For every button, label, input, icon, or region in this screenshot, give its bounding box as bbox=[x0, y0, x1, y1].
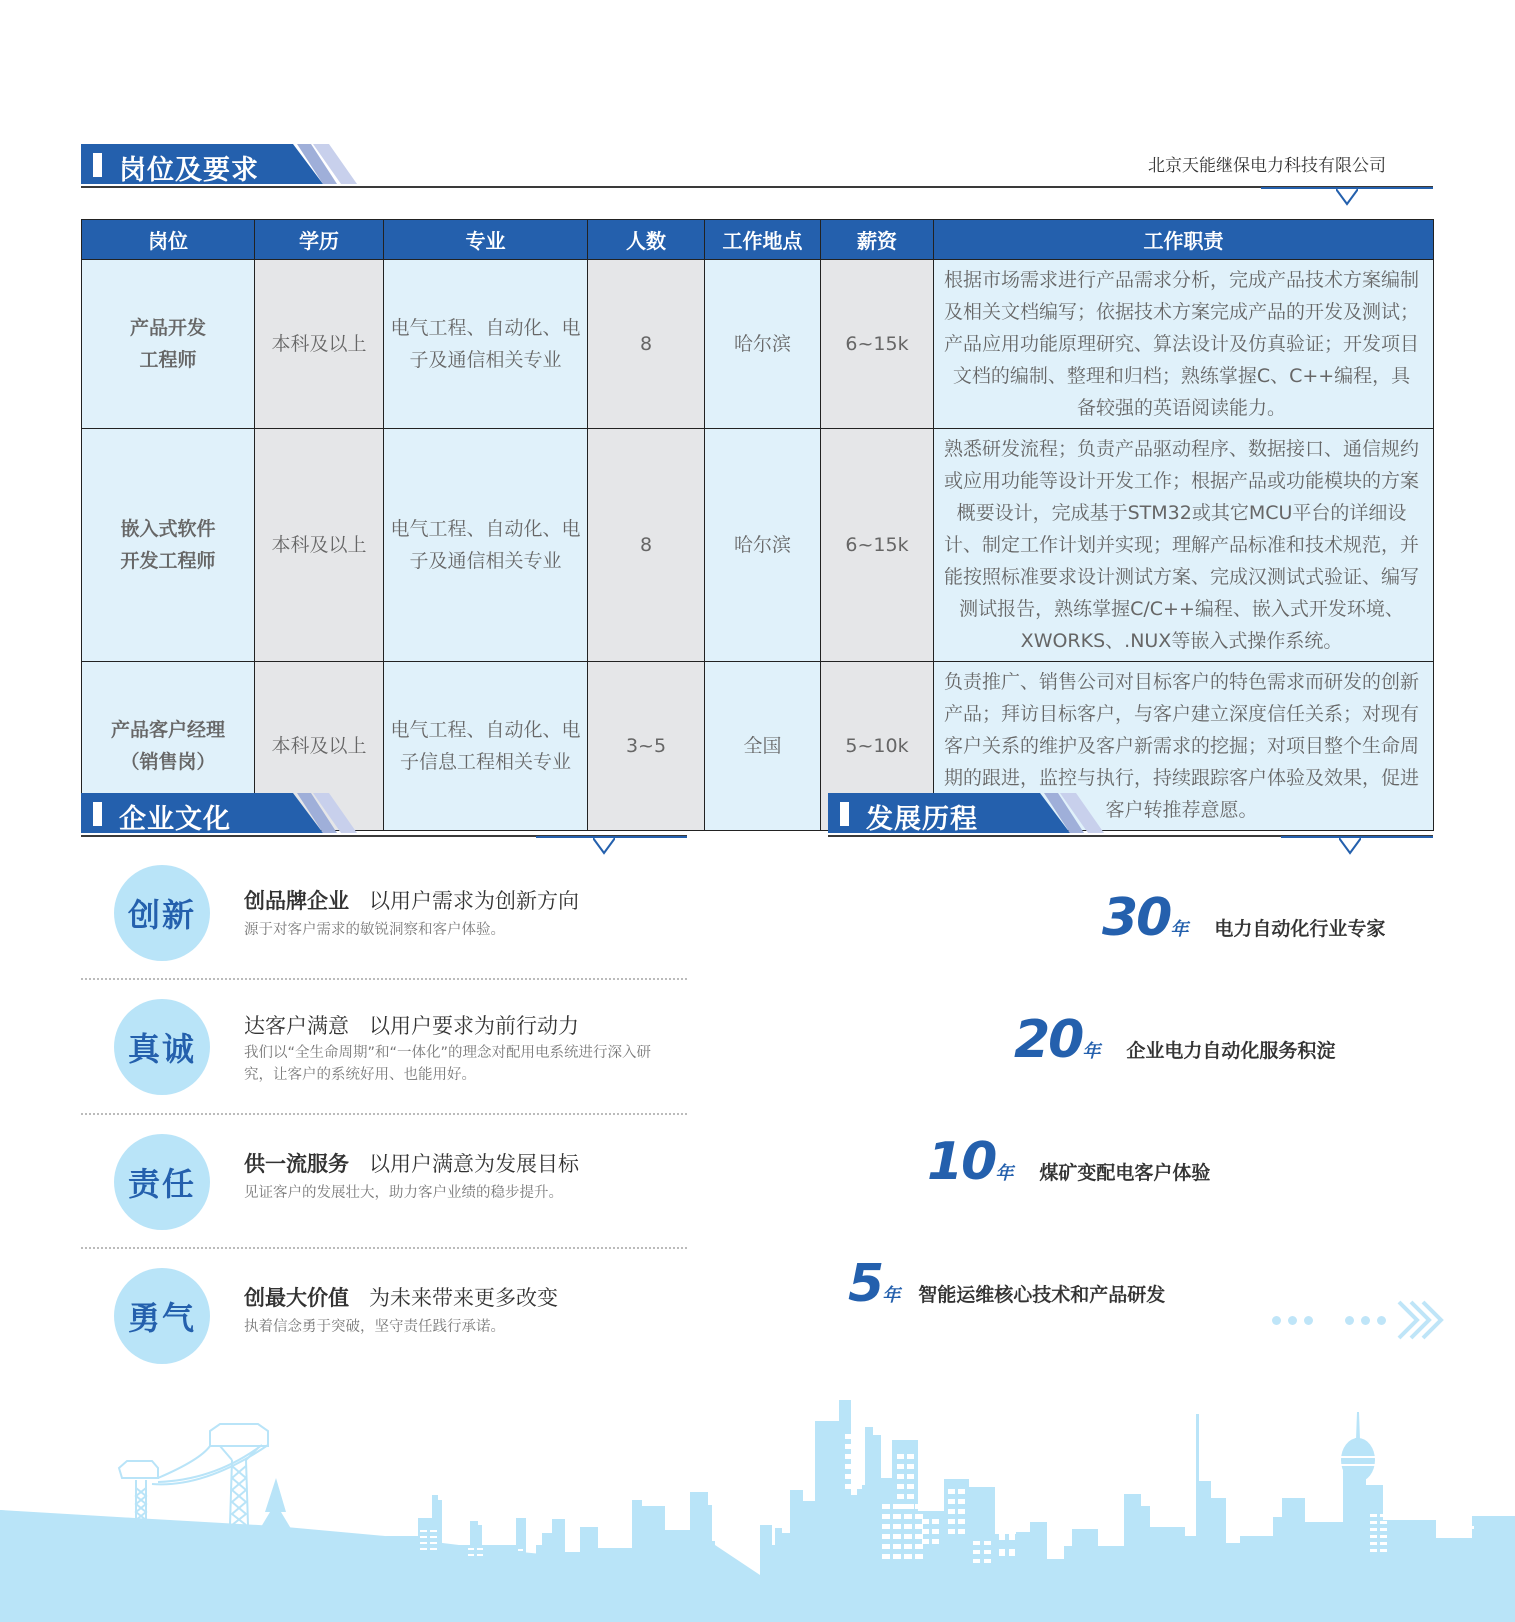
culture-headline-bold: 供一流服务 bbox=[244, 1152, 349, 1176]
culture-section-header bbox=[81, 793, 687, 837]
culture-headline-bold: 创品牌企业 bbox=[244, 889, 349, 913]
culture-headline-rest: 以用户满意为发展目标 bbox=[369, 1152, 579, 1176]
history-item bbox=[1014, 1010, 1335, 1070]
culture-badge: 勇气 bbox=[114, 1268, 210, 1364]
culture-desc: 源于对客户需求的敏锐洞察和客户体验。 bbox=[244, 922, 505, 938]
headcount-cell: 8 bbox=[588, 260, 705, 429]
history-section-header bbox=[828, 793, 1433, 837]
company-name: 北京天能继保电力科技有限公司 bbox=[1148, 156, 1386, 176]
position-line: 开发工程师 bbox=[120, 550, 216, 572]
header-divider bbox=[81, 186, 1433, 188]
duties-cell: 熟悉研发流程；负责产品驱动程序、数据接口、通信规约或应用功能等设计开发工作；根据产品或功能模块的方案概要设计，完成基于STM32或其它MCU平台的详细设计、制定工作计划并实现；理解产品标准和技术规范，并能按照标准要求设计测试方案、完成汉测试式验证、编写测试报告，熟练掌握C/C++编程、嵌入式开发环境、XWORKS、.NUX等嵌入式操作系统。 bbox=[934, 429, 1434, 662]
dotted-divider bbox=[81, 1113, 687, 1115]
culture-headline-rest: 以用户要求为前行动力 bbox=[369, 1014, 579, 1038]
history-item bbox=[848, 1254, 1165, 1314]
position-cell bbox=[82, 429, 255, 662]
history-text: 电力自动化行业专家 bbox=[1214, 918, 1386, 940]
dotted-divider bbox=[81, 1247, 687, 1249]
col-header-headcount: 人数 bbox=[588, 220, 705, 260]
history-unit: 年 bbox=[1170, 919, 1189, 940]
major-cell: 电气工程、自动化、电子及通信相关专业 bbox=[384, 429, 588, 662]
culture-badge: 责任 bbox=[114, 1134, 210, 1230]
major-cell: 电气工程、自动化、电子及通信相关专业 bbox=[384, 260, 588, 429]
position-line: （销售岗） bbox=[120, 751, 216, 773]
salary-cell: 6~15k bbox=[821, 429, 934, 662]
history-number: 30 bbox=[1102, 888, 1171, 948]
major-cell: 电气工程、自动化、电子信息工程相关专业 bbox=[384, 662, 588, 831]
chevron-down-icon bbox=[593, 837, 615, 855]
table-header-row bbox=[82, 220, 1434, 260]
position-cell bbox=[82, 260, 255, 429]
culture-desc: 我们以“全生命周期”和“一体化”的理念对配用电系统进行深入研究，让客户的系统好用、也能用好。 bbox=[244, 1045, 652, 1083]
header-mark bbox=[840, 802, 849, 826]
table-row bbox=[82, 429, 1434, 662]
double-chevron-right-icon bbox=[1395, 1300, 1447, 1340]
position-line: 嵌入式软件 bbox=[120, 518, 216, 540]
culture-headline-rest: 以用户需求为创新方向 bbox=[369, 889, 579, 913]
history-text: 煤矿变配电客户体验 bbox=[1039, 1162, 1211, 1184]
history-item bbox=[1102, 888, 1385, 948]
chevron-down-icon bbox=[1339, 837, 1361, 855]
section-title: 岗位及要求 bbox=[119, 155, 259, 186]
col-header-education: 学历 bbox=[255, 220, 384, 260]
culture-desc: 执着信念勇于突破，坚守责任践行承诺。 bbox=[244, 1319, 505, 1335]
position-line: 产品开发 bbox=[129, 317, 206, 339]
table-row bbox=[82, 260, 1434, 429]
history-text: 企业电力自动化服务积淀 bbox=[1126, 1040, 1336, 1062]
col-header-salary: 薪资 bbox=[821, 220, 934, 260]
culture-desc: 见证客户的发展壮大，助力客户业绩的稳步提升。 bbox=[244, 1185, 563, 1201]
culture-headline-rest: 为未来带来更多改变 bbox=[369, 1286, 558, 1310]
city-skyline-illustration bbox=[0, 1370, 1515, 1622]
location-cell: 全国 bbox=[705, 662, 821, 831]
section-title: 企业文化 bbox=[119, 804, 231, 835]
culture-headline bbox=[244, 1010, 579, 1040]
culture-headline-bold: 达客户满意 bbox=[244, 1014, 349, 1038]
culture-headline bbox=[244, 1282, 558, 1312]
education-cell: 本科及以上 bbox=[255, 662, 384, 831]
header-mark bbox=[93, 802, 102, 826]
duties-cell: 根据市场需求进行产品需求分析，完成产品技术方案编制及相关文档编写；依据技术方案完成产品的开发及测试；产品应用功能原理研究、算法设计及仿真验证；开发项目文档的编制、整理和归档；熟练掌握C、C++编程，具备较强的英语阅读能力。 bbox=[934, 260, 1434, 429]
culture-badge: 真诚 bbox=[114, 999, 210, 1095]
headcount-cell: 8 bbox=[588, 429, 705, 662]
duties-cell: 负责推广、销售公司对目标客户的特色需求而研发的创新产品；拜访目标客户，与客户建立深度信任关系；对现有客户关系的维护及客户新需求的挖掘；对项目整个生命周期的跟进，监控与执行，持续跟踪客户体验及效果，促进客户转推荐意愿。 bbox=[934, 662, 1434, 831]
dotted-divider bbox=[81, 978, 687, 980]
culture-headline bbox=[244, 885, 579, 915]
col-header-location: 工作地点 bbox=[705, 220, 821, 260]
position-line: 工程师 bbox=[139, 349, 197, 371]
education-cell: 本科及以上 bbox=[255, 429, 384, 662]
progress-dots bbox=[1272, 1300, 1447, 1340]
chevron-down-icon bbox=[1336, 188, 1358, 206]
location-cell: 哈尔滨 bbox=[705, 260, 821, 429]
history-unit: 年 bbox=[1082, 1041, 1101, 1062]
history-number: 5 bbox=[848, 1254, 883, 1314]
col-header-position: 岗位 bbox=[82, 220, 255, 260]
jobs-table bbox=[81, 219, 1434, 831]
history-unit: 年 bbox=[882, 1285, 901, 1306]
headcount-cell: 3~5 bbox=[588, 662, 705, 831]
history-item bbox=[927, 1132, 1210, 1192]
culture-headline bbox=[244, 1148, 579, 1178]
culture-badge: 创新 bbox=[114, 865, 210, 961]
salary-cell: 6~15k bbox=[821, 260, 934, 429]
education-cell: 本科及以上 bbox=[255, 260, 384, 429]
position-line: 产品客户经理 bbox=[110, 719, 225, 741]
culture-headline-bold: 创最大价值 bbox=[244, 1286, 349, 1310]
location-cell: 哈尔滨 bbox=[705, 429, 821, 662]
salary-cell: 5~10k bbox=[821, 662, 934, 831]
col-header-duties: 工作职责 bbox=[934, 220, 1434, 260]
history-text: 智能运维核心技术和产品研发 bbox=[918, 1284, 1166, 1306]
section-title: 发展历程 bbox=[866, 804, 978, 835]
history-unit: 年 bbox=[995, 1163, 1014, 1184]
history-number: 20 bbox=[1014, 1010, 1083, 1070]
history-number: 10 bbox=[927, 1132, 996, 1192]
header-mark bbox=[93, 153, 102, 177]
col-header-major: 专业 bbox=[384, 220, 588, 260]
